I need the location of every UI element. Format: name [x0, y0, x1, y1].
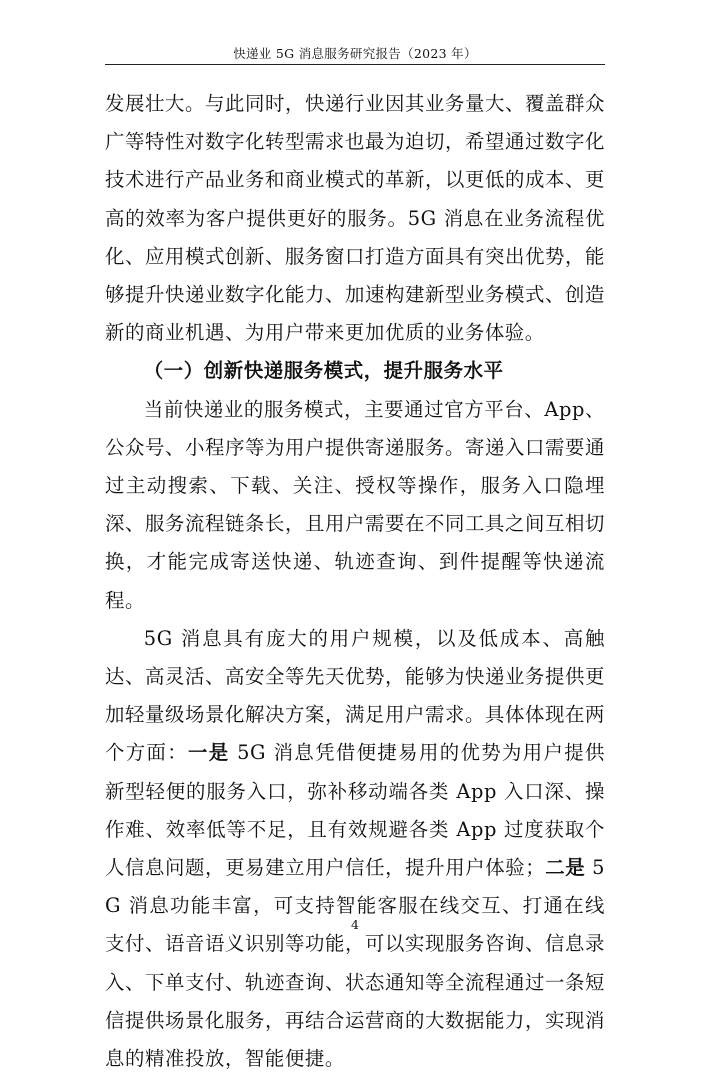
- paragraph-5g-advantages: [105, 620, 605, 1078]
- paragraph-text: 5G 消息功能丰富，可支持智能客服在线交互、打通在线支付、语音语义识别等功能，可以实现服务咨询、信息录入、下单支付、轨迹查询、状态通知等全流程通过一条短信提供场景化服务，再结合运营商的大数据能力，实现消息的精准投放，智能便捷。: [105, 856, 606, 1071]
- page-number: 4: [351, 917, 359, 932]
- header-divider: [105, 64, 605, 65]
- running-header: 快递业 5G 消息服务研究报告（2023 年）: [233, 46, 477, 61]
- paragraph-text: 5G 消息具有庞大的用户规模，以及低成本、高触达、高灵活、高安全等先天优势，能够为快递业务提供更加轻量级场景化解决方案，满足用户需求。具体体现在两个方面：: [105, 626, 605, 765]
- section-heading: （一）创新快递服务模式，提升服务水平: [143, 359, 504, 383]
- bold-marker-second: 二是: [545, 856, 586, 880]
- paragraph-service-mode: 当前快递业的服务模式，主要通过官方平台、App、公众号、小程序等为用户提供寄递服务。寄递入口需要通过主动搜索、下载、关注、授权等操作，服务入口隐埋深、服务流程链条长，且用户需要在不同工具之间互相切换，才能完成寄送快递、轨迹查询、到件提醒等快递流程。: [105, 397, 605, 612]
- bold-marker-first: 一是: [188, 741, 230, 765]
- paragraph-continuation: 发展壮大。与此同时，快递行业因其业务量大、覆盖群众广等特性对数字化转型需求也最为迫切，希望通过数字化技术进行产品业务和商业模式的革新，以更低的成本、更高的效率为客户提供更好的服务。5G 消息在业务流程优化、应用模式创新、服务窗口打造方面具有突出优势，能够提升快递业数字化能力、加速构建新型业务模式、创造新的商业机遇、为用户带来更加优质的业务体验。: [105, 92, 605, 345]
- paragraph-text: 5G 消息凭借便捷易用的优势为用户提供新型轻便的服务入口，弥补移动端各类 App 入口深、操作难、效率低等不足，且有效规避各类 App 过度获取个人信息问题，更易建立用户信任，提升用户体验；: [105, 741, 605, 880]
